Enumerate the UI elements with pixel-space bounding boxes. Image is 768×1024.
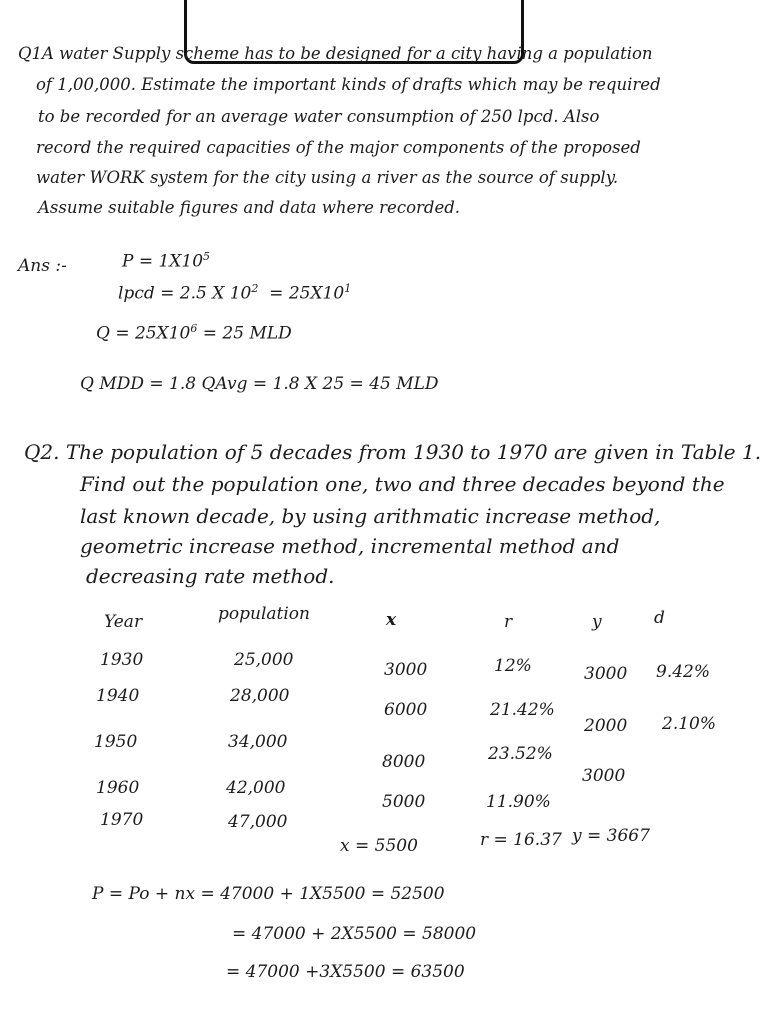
q2-line-4: geometric increase method, incremental method and — [80, 534, 620, 558]
year-cell: 1940 — [96, 686, 140, 706]
header-population: population — [218, 604, 310, 624]
answer-max-daily-demand: Q MDD = 1.8 QAvg = 1.8 X 25 = 45 MLD — [80, 374, 439, 394]
d-cell: 2.10% — [662, 714, 717, 734]
year-cell: 1930 — [100, 650, 144, 670]
x-cell: 6000 — [384, 700, 428, 720]
r-mean: r = 16.37 — [480, 830, 562, 850]
header-d: d — [654, 608, 665, 628]
population-cell: 47,000 — [228, 812, 288, 832]
r-cell: 21.42% — [490, 700, 555, 720]
r-cell: 23.52% — [488, 744, 553, 764]
calc-line-2: = 47000 + 2X5500 = 58000 — [232, 924, 477, 944]
lpcd-result-exponent: 1 — [344, 282, 352, 295]
q2-line-1: Q2. The population of 5 decades from 1930 to 1970 are given in Table 1. — [24, 440, 762, 464]
answer-label: Ans :- — [18, 256, 67, 276]
year-cell: 1950 — [94, 732, 138, 752]
population-cell: 42,000 — [226, 778, 286, 798]
x-cell: 3000 — [384, 660, 428, 680]
answer-population — [122, 250, 210, 272]
discharge-result: = 25 MLD — [202, 323, 292, 344]
header-r: r — [504, 612, 513, 632]
r-cell: 11.90% — [486, 792, 551, 812]
calc-line-3: = 47000 +3X5500 = 63500 — [226, 962, 465, 982]
lpcd-exponent: 2 — [251, 282, 259, 295]
q1-line-5: water WORK system for the city using a river as the source of supply. — [36, 168, 619, 187]
answer-discharge — [96, 322, 292, 344]
header-y: y — [592, 612, 602, 632]
header-year: Year — [104, 612, 143, 632]
calc-line-1: P = Po + nx = 47000 + 1X5500 = 52500 — [92, 884, 445, 904]
population-exponent: 5 — [203, 250, 211, 263]
year-cell: 1960 — [96, 778, 140, 798]
y-cell: 3000 — [582, 766, 626, 786]
header-x: x — [386, 610, 397, 630]
q1-line-3: to be recorded for an average water consumption of 250 lpcd. Also — [38, 107, 600, 126]
q1-line-2: of 1,00,000. Estimate the important kinds of drafts which may be required — [36, 75, 661, 94]
year-cell: 1970 — [100, 810, 144, 830]
q2-line-5: decreasing rate method. — [86, 564, 335, 588]
population-cell: 28,000 — [230, 686, 290, 706]
d-cell: 9.42% — [656, 662, 711, 682]
q2-line-2: Find out the population one, two and three decades beyond the — [80, 472, 725, 496]
r-cell: 12% — [494, 656, 532, 676]
population-cell: 25,000 — [234, 650, 294, 670]
population-cell: 34,000 — [228, 732, 288, 752]
y-cell: 3000 — [584, 664, 628, 684]
q2-line-3: last known decade, by using arithmatic increase method, — [80, 504, 661, 528]
q1-line-4: record the required capacities of the major components of the proposed — [36, 138, 641, 157]
lpcd-expression: lpcd = 2.5 X 10 — [118, 283, 252, 304]
y-mean: y = 3667 — [572, 826, 650, 846]
discharge-expression: Q = 25X10 — [96, 323, 191, 344]
q1-line-1: Q1A water Supply scheme has to be designed for a city having a population — [18, 44, 653, 63]
population-expression: P = 1X10 — [122, 251, 204, 272]
discharge-exponent: 6 — [190, 322, 198, 335]
answer-lpcd — [118, 282, 351, 304]
lpcd-result: = 25X10 — [269, 283, 345, 304]
q1-line-6: Assume suitable figures and data where recorded. — [38, 198, 461, 217]
x-cell: 8000 — [382, 752, 426, 772]
x-mean: x = 5500 — [340, 836, 418, 856]
x-cell: 5000 — [382, 792, 426, 812]
y-cell: 2000 — [584, 716, 628, 736]
